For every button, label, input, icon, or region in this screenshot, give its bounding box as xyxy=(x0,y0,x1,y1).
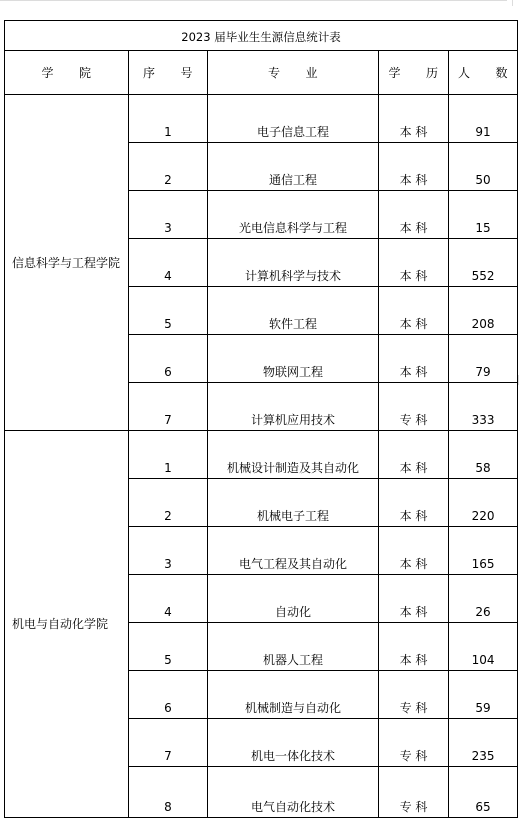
major-cell: 电气工程及其自动化 xyxy=(208,527,379,575)
degree-cell: 专 科 xyxy=(379,671,449,719)
count-cell: 59 xyxy=(449,671,518,719)
major-cell: 电气自动化技术 xyxy=(208,767,379,818)
major-cell: 机电一体化技术 xyxy=(208,719,379,767)
count-cell: 165 xyxy=(449,527,518,575)
count-cell: 79 xyxy=(449,335,518,383)
major-cell: 电子信息工程 xyxy=(208,95,379,143)
degree-cell: 本 科 xyxy=(379,95,449,143)
college-cell: 机电与自动化学院 xyxy=(5,431,129,818)
header-index: 序 号 xyxy=(129,51,208,95)
degree-cell: 本 科 xyxy=(379,527,449,575)
major-cell: 机械设计制造及其自动化 xyxy=(208,431,379,479)
degree-cell: 本 科 xyxy=(379,143,449,191)
index-cell: 7 xyxy=(129,383,208,431)
count-cell: 58 xyxy=(449,431,518,479)
count-cell: 104 xyxy=(449,623,518,671)
degree-cell: 本 科 xyxy=(379,431,449,479)
header-row xyxy=(5,51,518,95)
degree-cell: 本 科 xyxy=(379,575,449,623)
index-cell: 3 xyxy=(129,191,208,239)
degree-cell: 本 科 xyxy=(379,335,449,383)
count-cell: 50 xyxy=(449,143,518,191)
index-cell: 4 xyxy=(129,239,208,287)
degree-cell: 本 科 xyxy=(379,191,449,239)
header-degree: 学 历 xyxy=(379,51,449,95)
count-cell: 333 xyxy=(449,383,518,431)
title-row xyxy=(5,21,518,51)
degree-cell: 本 科 xyxy=(379,287,449,335)
index-cell: 7 xyxy=(129,719,208,767)
index-cell: 5 xyxy=(129,623,208,671)
count-cell: 235 xyxy=(449,719,518,767)
index-cell: 2 xyxy=(129,479,208,527)
index-cell: 6 xyxy=(129,335,208,383)
count-cell: 15 xyxy=(449,191,518,239)
major-cell: 机械电子工程 xyxy=(208,479,379,527)
degree-cell: 专 科 xyxy=(379,767,449,818)
degree-cell: 专 科 xyxy=(379,383,449,431)
index-cell: 8 xyxy=(129,767,208,818)
table-title: 2023 届毕业生生源信息统计表 xyxy=(5,21,518,51)
header-college: 学 院 xyxy=(5,51,129,95)
table-row xyxy=(5,431,518,479)
major-cell: 物联网工程 xyxy=(208,335,379,383)
index-cell: 1 xyxy=(129,95,208,143)
degree-cell: 本 科 xyxy=(379,479,449,527)
header-count: 人 数 xyxy=(449,51,518,95)
index-cell: 5 xyxy=(129,287,208,335)
index-cell: 4 xyxy=(129,575,208,623)
index-cell: 2 xyxy=(129,143,208,191)
major-cell: 软件工程 xyxy=(208,287,379,335)
page-edge-mark xyxy=(518,375,519,385)
count-cell: 91 xyxy=(449,95,518,143)
major-cell: 通信工程 xyxy=(208,143,379,191)
count-cell: 65 xyxy=(449,767,518,818)
page-edge-mark xyxy=(512,0,513,6)
major-cell: 计算机科学与技术 xyxy=(208,239,379,287)
degree-cell: 本 科 xyxy=(379,239,449,287)
degree-cell: 本 科 xyxy=(379,623,449,671)
degree-cell: 专 科 xyxy=(379,719,449,767)
major-cell: 光电信息科学与工程 xyxy=(208,191,379,239)
major-cell: 机械制造与自动化 xyxy=(208,671,379,719)
table-row xyxy=(5,95,518,143)
major-cell: 机器人工程 xyxy=(208,623,379,671)
table-body xyxy=(5,21,518,818)
count-cell: 208 xyxy=(449,287,518,335)
header-major: 专 业 xyxy=(208,51,379,95)
count-cell: 552 xyxy=(449,239,518,287)
page-top-rule xyxy=(0,0,507,1)
graduate-statistics-table xyxy=(4,20,518,818)
major-cell: 计算机应用技术 xyxy=(208,383,379,431)
count-cell: 26 xyxy=(449,575,518,623)
major-cell: 自动化 xyxy=(208,575,379,623)
index-cell: 1 xyxy=(129,431,208,479)
index-cell: 6 xyxy=(129,671,208,719)
college-cell: 信息科学与工程学院 xyxy=(5,95,129,431)
index-cell: 3 xyxy=(129,527,208,575)
count-cell: 220 xyxy=(449,479,518,527)
